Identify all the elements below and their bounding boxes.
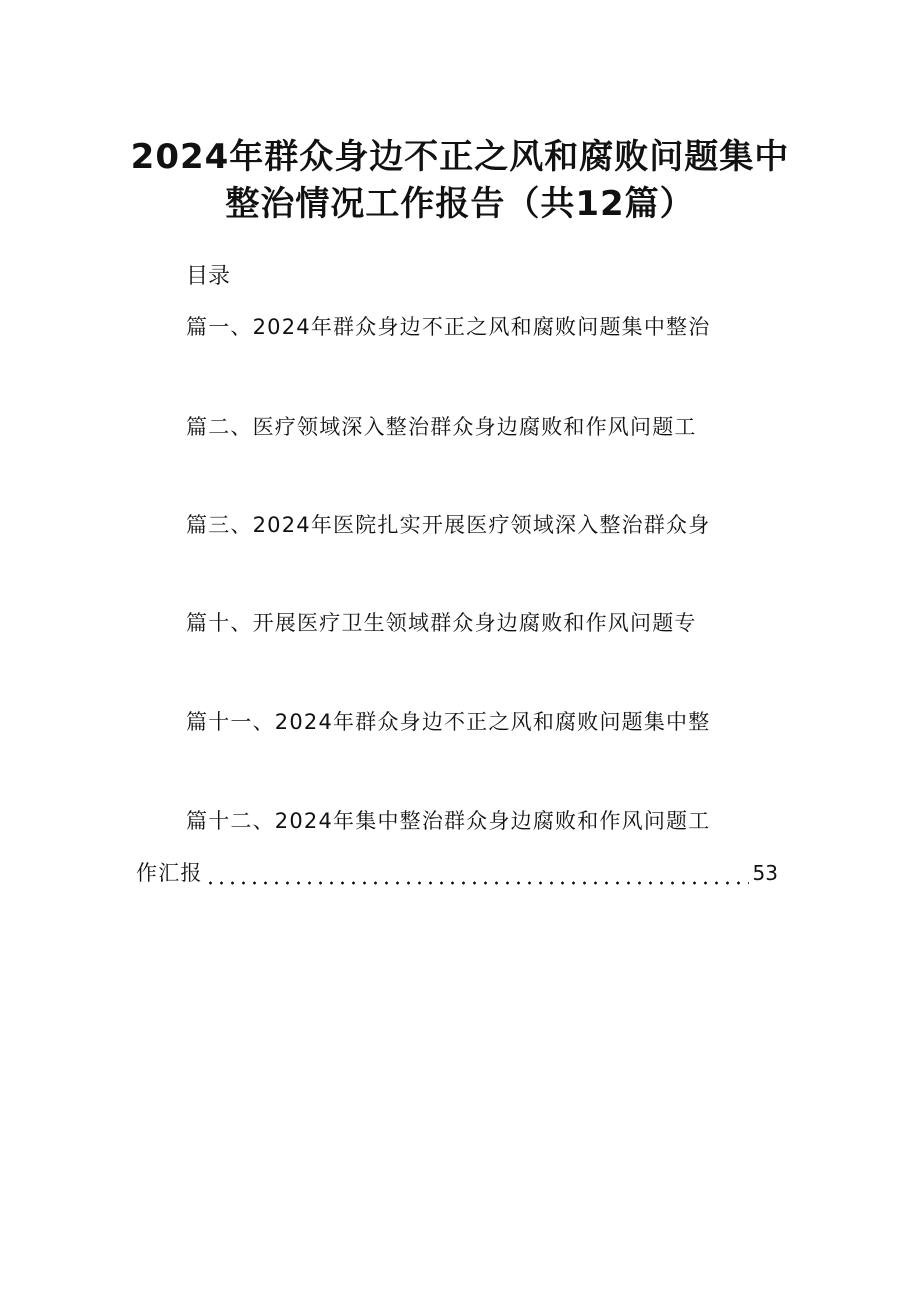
toc-entry-3[interactable]: 篇三、2024年医院扎实开展医疗领域深入整治群众身 [186, 513, 711, 537]
toc-dot-leader [205, 858, 749, 888]
document-title-line-1: 2024年群众身边不正之风和腐败问题集中 [130, 137, 790, 177]
document-title-line-2: 整治情况工作报告（共12篇） [225, 184, 695, 224]
toc-entry-6-continuation[interactable] [136, 858, 778, 888]
toc-entry-2[interactable]: 篇二、医疗领域深入整治群众身边腐败和作风问题工 [186, 415, 697, 439]
toc-heading: 目录 [186, 264, 231, 289]
toc-entry-4[interactable]: 篇十、开展医疗卫生领域群众身边腐败和作风问题专 [186, 611, 697, 635]
toc-entry-6[interactable]: 篇十二、2024年集中整治群众身边腐败和作风问题工 [186, 809, 711, 833]
toc-entry-5[interactable]: 篇十一、2024年群众身边不正之风和腐败问题集中整 [186, 710, 711, 734]
toc-page-number: 53 [752, 861, 778, 885]
toc-entry-6-continuation-text: 作汇报 [136, 861, 203, 885]
toc-entry-1[interactable]: 篇一、2024年群众身边不正之风和腐败问题集中整治 [186, 315, 711, 339]
